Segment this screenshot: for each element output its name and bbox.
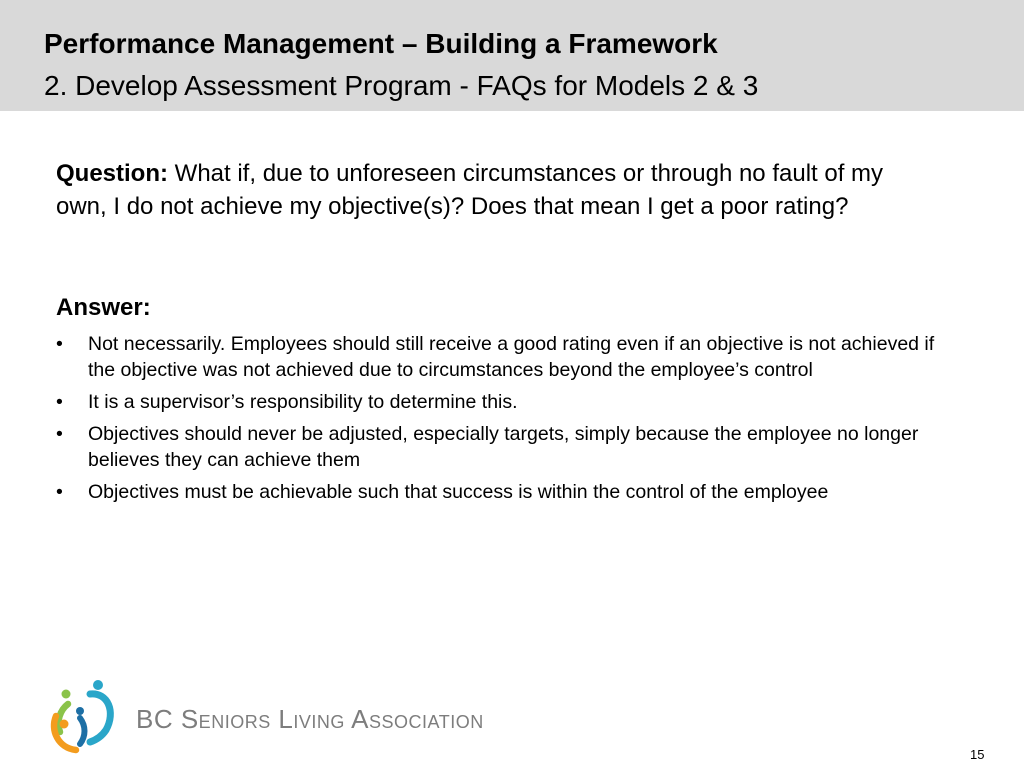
slide-subtitle: 2. Develop Assessment Program - FAQs for Models 2 & 3 [44,70,759,101]
organization-logo [46,678,526,758]
bullet-text: Objectives must be achievable such that success is within the control of the employee [88,481,829,503]
question-label: Question: [56,160,168,187]
answer-label: Answer: [56,294,151,321]
list-item [56,389,936,415]
bullet-marker: • [56,333,63,355]
list-item [56,331,936,383]
question-paragraph [56,157,936,223]
bullet-text: Not necessarily. Employees should still receive a good rating even if an objective is not achieved if the objective was not achieved due to circumstances beyond the employee’s control [88,333,935,381]
logo-text: BC Seniors Living Association [136,704,484,734]
list-item [56,479,936,505]
bullet-text: It is a supervisor’s responsibility to determine this. [88,391,518,413]
slide-title: Performance Management – Building a Framework [44,28,718,59]
page-number: 15 [970,747,985,762]
bullet-marker: • [56,391,63,413]
header-bar [0,0,1024,111]
bullet-marker: • [56,481,63,503]
people-circle-logo-icon [46,678,126,758]
answer-bullet-list [56,331,936,511]
question-text: What if, due to unforeseen circumstances or through no fault of my own, I do not achieve my objective(s)? Does that mean I get a poor rating? [56,160,884,220]
bullet-text: Objectives should never be adjusted, especially targets, simply because the employee no longer believes they can achieve them [88,423,919,471]
bullet-marker: • [56,423,63,445]
list-item [56,421,936,473]
